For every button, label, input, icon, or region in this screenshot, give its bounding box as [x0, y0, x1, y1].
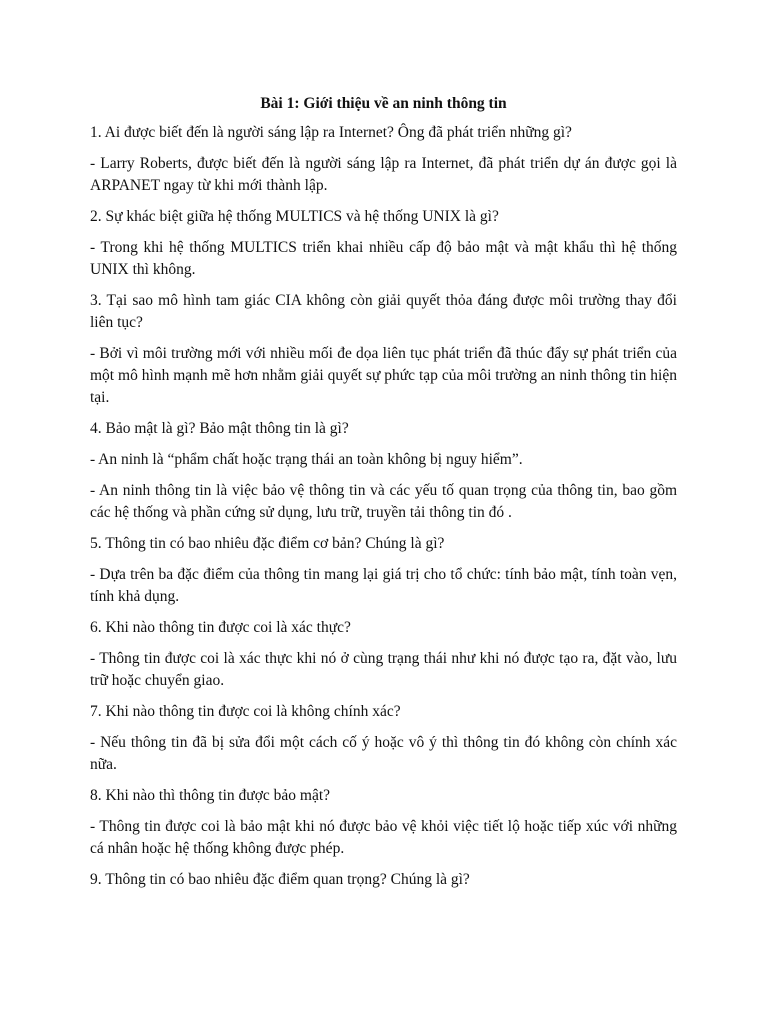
- answer-3: - Bởi vì môi trường mới với nhiều mối đe dọa liên tục phát triển đã thúc đẩy sự phát triển của một mô hình mạnh mẽ hơn nhằm giải quyết sự phức tạp của môi trường an ninh thông tin hiện tại.: [90, 345, 677, 406]
- answer-1: - Larry Roberts, được biết đến là người sáng lập ra Internet, đã phát triển dự án được gọi là ARPANET ngay từ khi mới thành lập.: [90, 155, 677, 194]
- answer-5: - Dựa trên ba đặc điểm của thông tin mang lại giá trị cho tổ chức: tính bảo mật, tính toàn vẹn, tính khả dụng.: [90, 566, 677, 605]
- question-1: 1. Ai được biết đến là người sáng lập ra Internet? Ông đã phát triển những gì?: [90, 124, 572, 141]
- question-5: 5. Thông tin có bao nhiêu đặc điểm cơ bản? Chúng là gì?: [90, 535, 445, 552]
- question-9: 9. Thông tin có bao nhiêu đặc điểm quan trọng? Chúng là gì?: [90, 871, 470, 888]
- answer-6: - Thông tin được coi là xác thực khi nó ở cùng trạng thái như khi nó được tạo ra, đặt vào, lưu trữ hoặc chuyển giao.: [90, 650, 677, 689]
- question-6: 6. Khi nào thông tin được coi là xác thực?: [90, 619, 351, 636]
- document-page: [90, 93, 677, 900]
- answer-8: - Thông tin được coi là bảo mật khi nó được bảo vệ khỏi việc tiết lộ hoặc tiếp xúc với những cá nhân hoặc hệ thống không được phép.: [90, 818, 677, 857]
- question-7: 7. Khi nào thông tin được coi là không chính xác?: [90, 703, 401, 720]
- answer-2: - Trong khi hệ thống MULTICS triển khai nhiều cấp độ bảo mật và mật khẩu thì hệ thống UNIX thì không.: [90, 239, 677, 278]
- answer-4b: - An ninh thông tin là việc bảo vệ thông tin và các yếu tố quan trọng của thông tin, bao gồm các hệ thống và phần cứng sử dụng, lưu trữ, truyền tải thông tin đó .: [90, 482, 677, 521]
- question-3: 3. Tại sao mô hình tam giác CIA không còn giải quyết thỏa đáng được môi trường thay đổi liên tục?: [90, 292, 677, 331]
- answer-7: - Nếu thông tin đã bị sửa đổi một cách cố ý hoặc vô ý thì thông tin đó không còn chính xác nữa.: [90, 734, 677, 773]
- answer-4a: - An ninh là “phẩm chất hoặc trạng thái an toàn không bị nguy hiểm”.: [90, 451, 523, 468]
- question-2: 2. Sự khác biệt giữa hệ thống MULTICS và hệ thống UNIX là gì?: [90, 208, 499, 225]
- question-8: 8. Khi nào thì thông tin được bảo mật?: [90, 787, 331, 804]
- question-4: 4. Bảo mật là gì? Bảo mật thông tin là gì?: [90, 420, 349, 437]
- document-title: Bài 1: Giới thiệu về an ninh thông tin: [260, 95, 507, 112]
